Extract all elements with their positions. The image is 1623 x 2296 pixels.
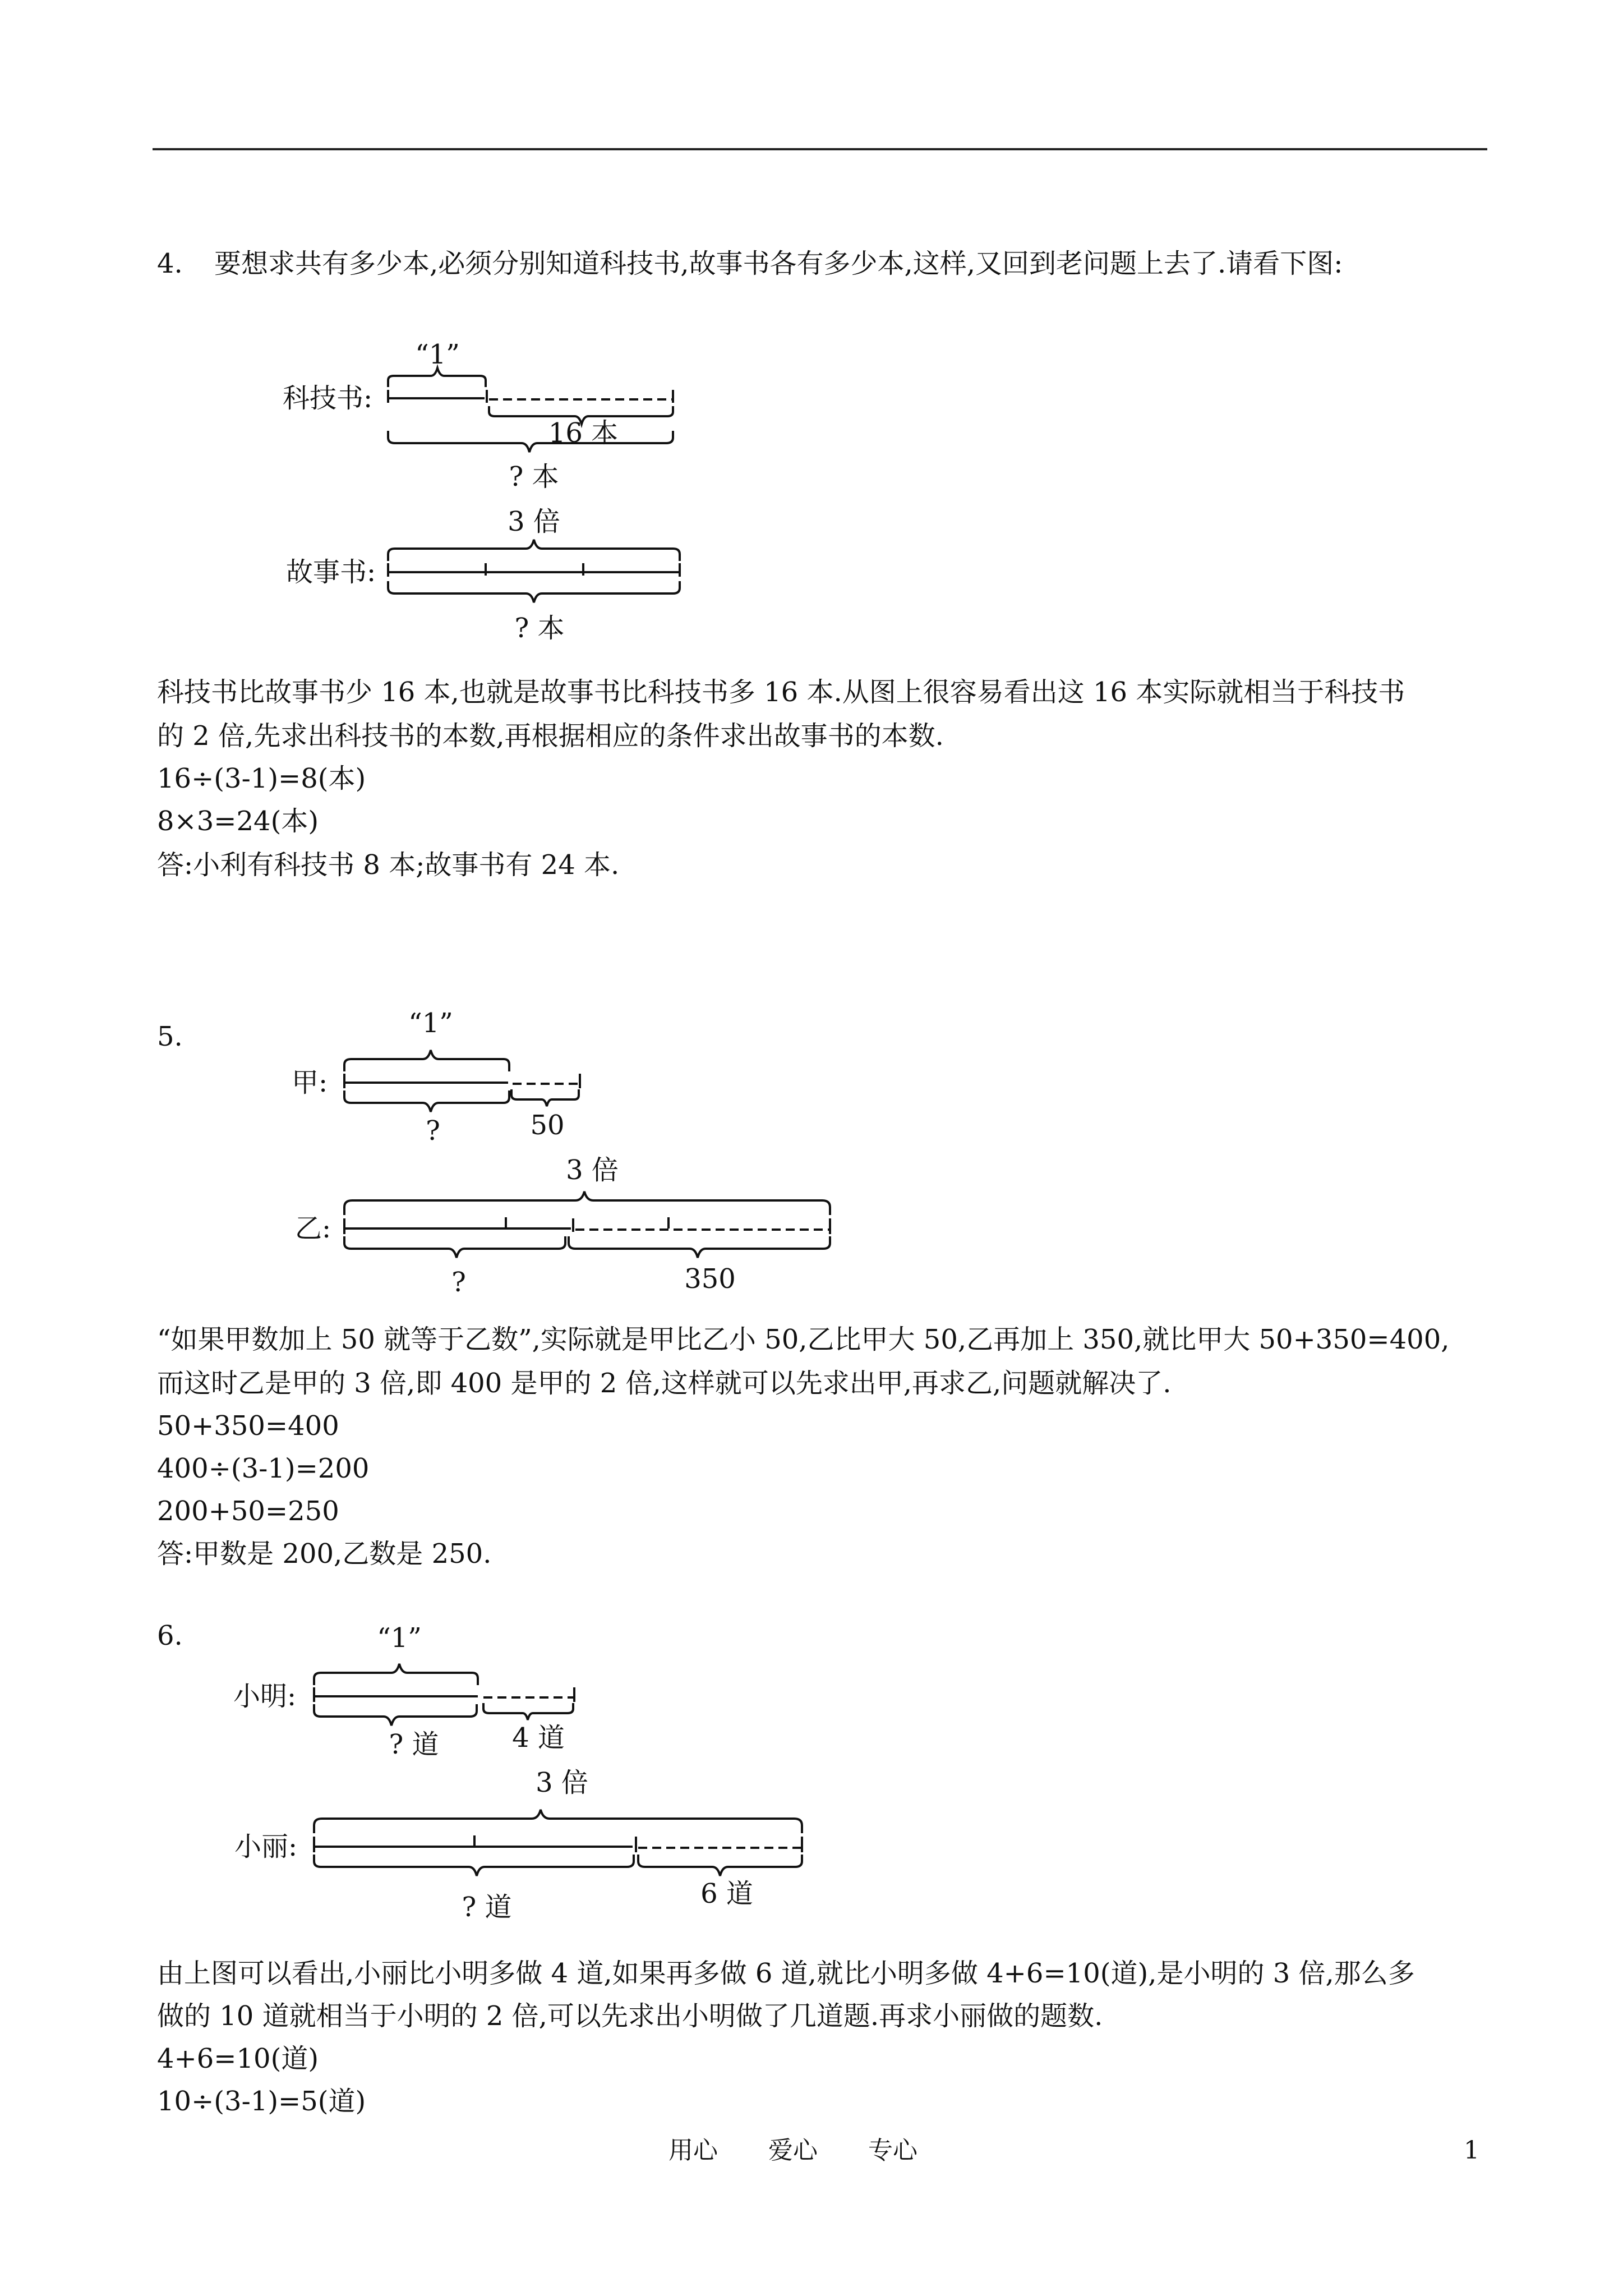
p5-explain-line1: “如果甲数加上 50 就等于乙数”,实际就是甲比乙小 50,乙比甲大 50,乙再加上 350,就比甲大 50+350=400, (157, 1324, 1450, 1355)
p5-one-label: “1” (408, 1007, 453, 1039)
p6-q1-label: ? 道 (389, 1729, 439, 1760)
p6-explain-line2: 做的 10 道就相当于小明的 2 倍,可以先求出小明做了几道题.再求小丽做的题数. (157, 2000, 1103, 2032)
footer-motto-2: 爱心 (768, 2136, 818, 2165)
footer-motto-3: 专心 (868, 2136, 917, 2165)
p6-one-label: “1” (377, 1622, 422, 1654)
p5-times-label: 3 倍 (566, 1154, 619, 1186)
p5-calc1: 50+350=400 (157, 1410, 339, 1442)
p5-extra-label: 350 (684, 1263, 736, 1295)
p6-add-label: 4 道 (512, 1722, 565, 1754)
p6-explain-line1: 由上图可以看出,小丽比小明多做 4 道,如果再多做 6 道,就比小明多做 4+6=10(道),是小明的 3 倍,那么多 (157, 1958, 1415, 1989)
footer-motto-1: 用心 (668, 2136, 718, 2165)
p4-times-label: 3 倍 (508, 506, 560, 537)
p4-row2-label: 故事书: (286, 556, 376, 588)
p6-times-label: 3 倍 (536, 1767, 588, 1798)
p4-one-label: “1” (415, 339, 460, 370)
p5-explain-line2: 而这时乙是甲的 3 倍,即 400 是甲的 2 倍,这样就可以先求出甲,再求乙,问题就解决了. (157, 1368, 1172, 1399)
problem6-number: 6. (157, 1620, 183, 1651)
p6-calc2: 10÷(3-1)=5(道) (157, 2086, 366, 2117)
p4-calc1: 16÷(3-1)=8(本) (157, 763, 366, 794)
problem4-intro: 要想求共有多少本,必须分别知道科技书,故事书各有多少本,这样,又回到老问题上去了.请看下图: (214, 248, 1343, 279)
p4-total2-label: ? 本 (514, 613, 565, 644)
p5-q2-label: ? (451, 1267, 466, 1298)
p5-add-label: 50 (530, 1110, 565, 1141)
p6-row1-label: 小明: (233, 1681, 297, 1712)
p4-answer: 答:小利有科技书 8 本;故事书有 24 本. (157, 849, 620, 881)
p6-one-brace (314, 1664, 478, 1685)
p4-explain-line1: 科技书比故事书少 16 本,也就是故事书比科技书多 16 本.从图上很容易看出这 16 本实际就相当于科技书 (157, 677, 1405, 708)
p5-row1-label: 甲: (292, 1067, 328, 1098)
p4-explain-line2: 的 2 倍,先求出科技书的本数,再根据相应的条件求出故事书的本数. (157, 720, 944, 752)
p6-times-brace (314, 1810, 802, 1833)
p4-diff-label: 16 本 (548, 417, 619, 449)
p6-add-brace (483, 1703, 573, 1720)
p6-extra-brace (638, 1855, 802, 1876)
p5-answer: 答:甲数是 200,乙数是 250. (157, 1538, 492, 1570)
p5-calc3: 200+50=250 (157, 1496, 339, 1527)
p4-calc2: 8×3=24(本) (157, 806, 319, 837)
page-number: 1 (1464, 2136, 1479, 2165)
problem5-number: 5. (157, 1021, 183, 1052)
p5-q1-label: ? (426, 1115, 440, 1147)
p6-q2-brace (314, 1855, 634, 1876)
p6-extra-label: 6 道 (700, 1878, 753, 1910)
p5-calc2: 400÷(3-1)=200 (157, 1453, 370, 1484)
p6-q1-brace (314, 1704, 477, 1726)
p4-total1-label: ? 本 (509, 461, 559, 493)
p5-row2-label: 乙: (295, 1213, 331, 1244)
p4-row1-label: 科技书: (283, 383, 373, 414)
problem4-number: 4. (157, 248, 183, 279)
p6-q2-label: ? 道 (462, 1892, 512, 1923)
p6-row2-label: 小丽: (234, 1831, 298, 1862)
p6-calc1: 4+6=10(道) (157, 2043, 319, 2074)
